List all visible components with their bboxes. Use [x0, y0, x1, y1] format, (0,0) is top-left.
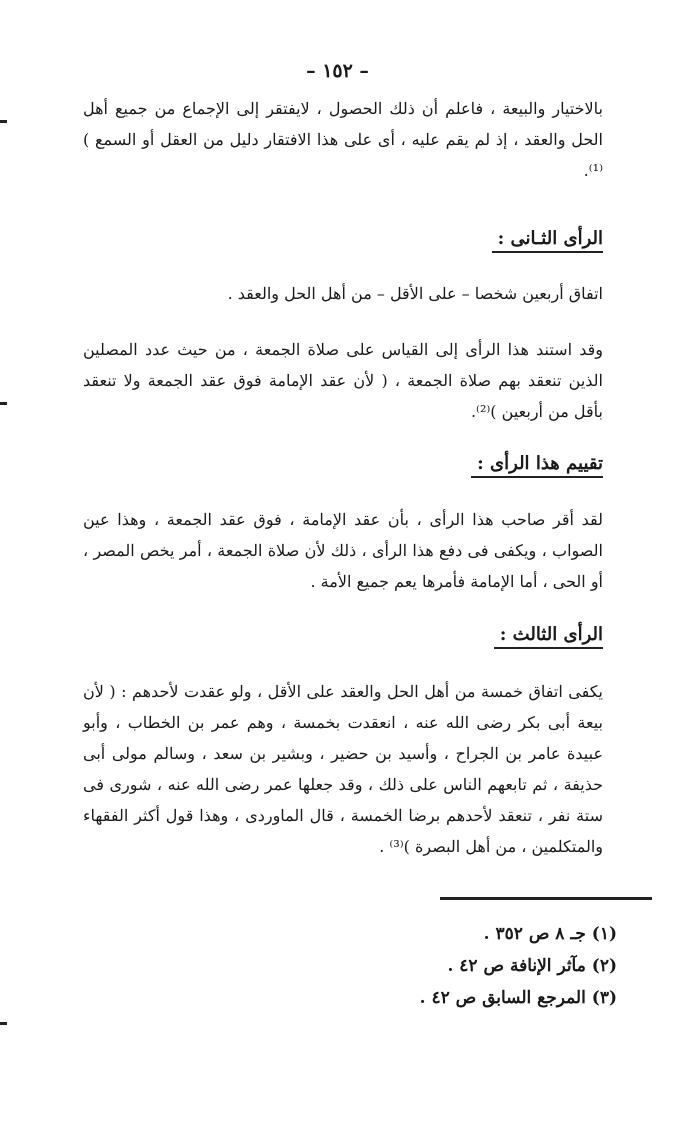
- opinion-three-paragraph: يكفى اتفاق خمسة من أهل الحل والعقد على الأقل ، ولو عقدت لأحدهم : ( لأن بيعة أبى بكر رضى الله عنه ، انعقدت بخمسة ، وهم عمر بن الخطاب ، وأبو عبيدة عامر بن الجراح ، وأسيد بن حضير ، وبشير بن سعد ، وسالم مولى أبى حذيفة ، ثم تابعهم الناس على ذلك ، وقد جعلها عمر رضى الله عنه ، شورى فى ستة نفر ، تنعقد لأحدهم برضا الخمسة ، قال الماوردى ، وهذا قول أكثر الفقهاء والمتكلمين ، من أهل البصرة )⁽³⁾ .: [83, 682, 603, 856]
- heading-evaluation: تقييم هذا الرأى :: [471, 453, 603, 478]
- opinion-two-statement: اتفاق أربعين شخصا – على الأقل – من أهل الحل والعقد .: [227, 284, 603, 303]
- left-edge-mark: [0, 402, 7, 405]
- heading-opinion-three: الرأى الثالث :: [494, 624, 603, 649]
- footnote-divider: [440, 897, 652, 900]
- left-edge-mark: [0, 1022, 7, 1025]
- continuation-paragraph: بالاختيار والبيعة ، فاعلم أن ذلك الحصول ، لايفتقر إلى الإجماع من جميع أهل الحل والعقد ، إذ لم يقم عليه ، أى على هذا الافتقار دليل من العقل أو السمع )⁽¹⁾.: [83, 99, 603, 180]
- evaluation-paragraph: لقد أقر صاحب هذا الرأى ، بأن عقد الإمامة ، فوق عقد الجمعة ، وهذا عين الصواب ، ويكفى فى دفع هذا الرأى ، ذلك لأن صلاة الجمعة ، أمر يخص المصر ، أو الحى ، أما الإمامة فأمرها يعم جميع الأمة .: [83, 510, 603, 591]
- footnote-2: (٢) مآثر الإنافة ص ٤٢ .: [447, 956, 617, 976]
- heading-opinion-two: الرأى الثـانى :: [492, 228, 603, 253]
- opinion-two-argument: وقد استند هذا الرأى إلى القياس على صلاة الجمعة ، من حيث عدد المصلين الذين تنعقد بهم صلاة الجمعة ، ( لأن عقد الإمامة فوق عقد الجمعة ولا تنعقد بأقل من أربعين )⁽²⁾.: [83, 340, 603, 421]
- footnote-3: (٣) المرجع السابق ص ٤٢ .: [419, 988, 617, 1008]
- footnote-1: (١) جـ ٨ ص ٣٥٢ .: [483, 924, 617, 944]
- left-edge-mark: [0, 120, 7, 123]
- page-number: – ١٥٢ –: [306, 60, 369, 82]
